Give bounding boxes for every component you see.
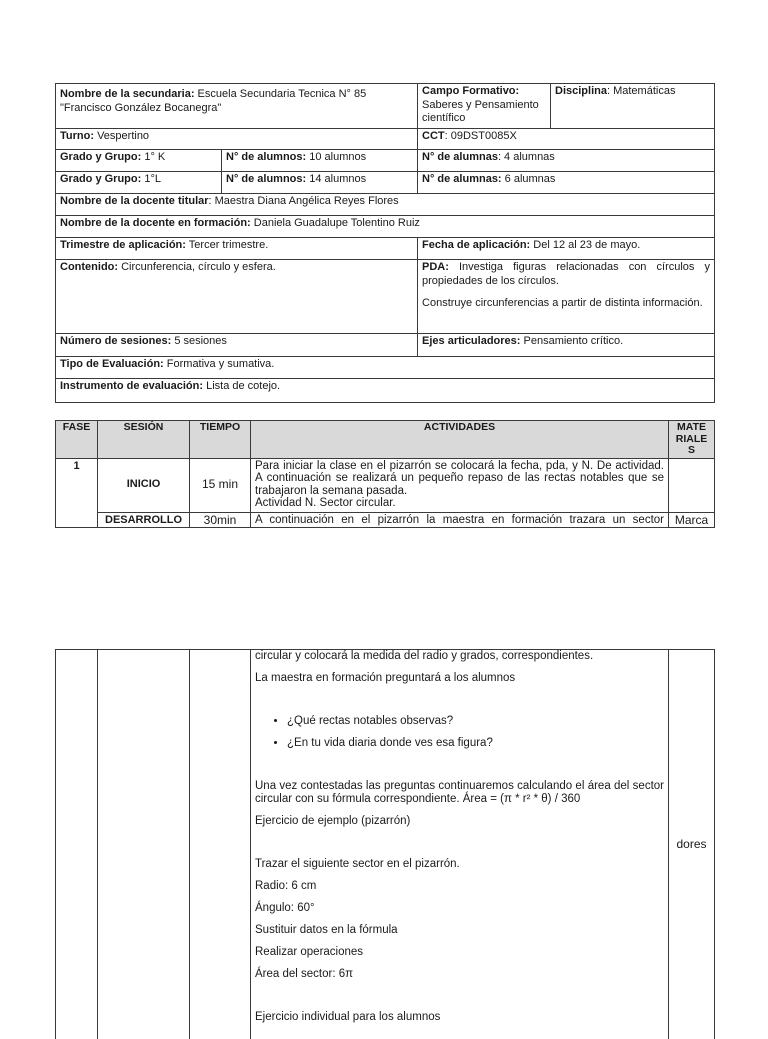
desarrollo-activities: A continuación en el pizarrón la maestra en formación trazara un sector xyxy=(251,512,669,527)
question-list xyxy=(255,715,664,750)
continuation-fase xyxy=(56,650,98,1039)
secundaria-cell: Nombre de la secundaria: Escuela Secundaria Tecnica N° 85 "Francisco González Bocanegra" xyxy=(56,84,418,129)
instrumento-cell: Instrumento de evaluación: Lista de cotejo. xyxy=(56,379,715,403)
campo-cell: Campo Formativo: Saberes y Pensamiento científico xyxy=(418,84,551,129)
header-fase: FASE xyxy=(56,421,98,459)
header-materiales: MATE RIALE S xyxy=(669,421,715,459)
alumnos2-cell: N° de alumnos: 14 alumnos xyxy=(222,172,418,194)
titular-cell: Nombre de la docente titular: Maestra Diana Angélica Reyes Flores xyxy=(56,194,715,216)
inicio-time: 15 min xyxy=(190,458,251,512)
ejes-cell: Ejes articuladores: Pensamiento crítico. xyxy=(418,334,715,357)
sesiones-cell: Número de sesiones: 5 sesiones xyxy=(56,334,418,357)
inicio-activities: Para iniciar la clase en el pizarrón se colocará la fecha, pda, y N. De actividad. A continuación se realizará un pequeño repaso de las rectas notables que se trabajaron la semana pasada. Actividad N. Sector circular. xyxy=(251,458,669,512)
question-item: • ¿En tu vida diaria donde ves esa figura? xyxy=(287,737,664,750)
continuation-activities: circular y colocará la medida del radio y grados, correspondientes. La maestra en formación preguntará a los alumnos • ¿Qué rectas notables observas? • ¿En tu vida diaria donde ves esa figura? Una vez contestadas las preguntas continuaremos calculando el área del sector circular con su fórmula correspondiente. Área = (π * r² * θ) / 360 Ejercicio de ejemplo (pizarrón) Trazar el siguiente sector en el pizarrón. Radio: 6 cm Ángulo: 60° Sustituir datos en la fórmula Realizar operaciones Área del sector: 6π Ejercicio individual para los alumnos xyxy=(251,650,669,1039)
inicio-materials xyxy=(669,458,715,512)
inicio-label: INICIO xyxy=(98,458,190,512)
contenido-cell: Contenido: Circunferencia, círculo y esfera. xyxy=(56,260,418,334)
formacion-cell: Nombre de la docente en formación: Daniela Guadalupe Tolentino Ruiz xyxy=(56,216,715,238)
pda-cell: PDA: Investiga figuras relacionadas con círculos y propiedades de los círculos. Construye circunferencias a partir de distinta información. xyxy=(418,260,715,334)
alumnas2-cell: N° de alumnas: 6 alumnas xyxy=(418,172,715,194)
cct-cell: CCT: 09DST0085X xyxy=(418,129,715,150)
fase-cell: 1 xyxy=(56,458,98,527)
grado2-cell: Grado y Grupo: 1°L xyxy=(56,172,222,194)
fecha-cell: Fecha de aplicación: Del 12 al 23 de mayo. xyxy=(418,238,715,260)
desarrollo-materials: Marca xyxy=(669,512,715,527)
question-item: • ¿Qué rectas notables observas? xyxy=(287,715,664,728)
alumnas1-cell: N° de alumnas: 4 alumnas xyxy=(418,150,715,172)
disciplina-cell: Disciplina: Matemáticas xyxy=(551,84,715,129)
info-table xyxy=(55,83,715,403)
activities-table xyxy=(55,420,715,528)
header-tiempo: TIEMPO xyxy=(190,421,251,459)
continuation-materials: dores xyxy=(669,650,715,1039)
header-actividades: ACTIVIDADES xyxy=(251,421,669,459)
header-sesion: SESIÓN xyxy=(98,421,190,459)
evaluacion-cell: Tipo de Evaluación: Formativa y sumativa. xyxy=(56,357,715,379)
trimestre-cell: Trimestre de aplicación: Tercer trimestre. xyxy=(56,238,418,260)
grado1-cell: Grado y Grupo: 1° K xyxy=(56,150,222,172)
continuation-sesion xyxy=(98,650,190,1039)
desarrollo-label: DESARROLLO xyxy=(98,512,190,527)
turno-cell: Turno: Vespertino xyxy=(56,129,418,150)
desarrollo-time: 30min xyxy=(190,512,251,527)
continuation-tiempo xyxy=(190,650,251,1039)
alumnos1-cell: N° de alumnos: 10 alumnos xyxy=(222,150,418,172)
continuation-table xyxy=(55,649,715,1039)
